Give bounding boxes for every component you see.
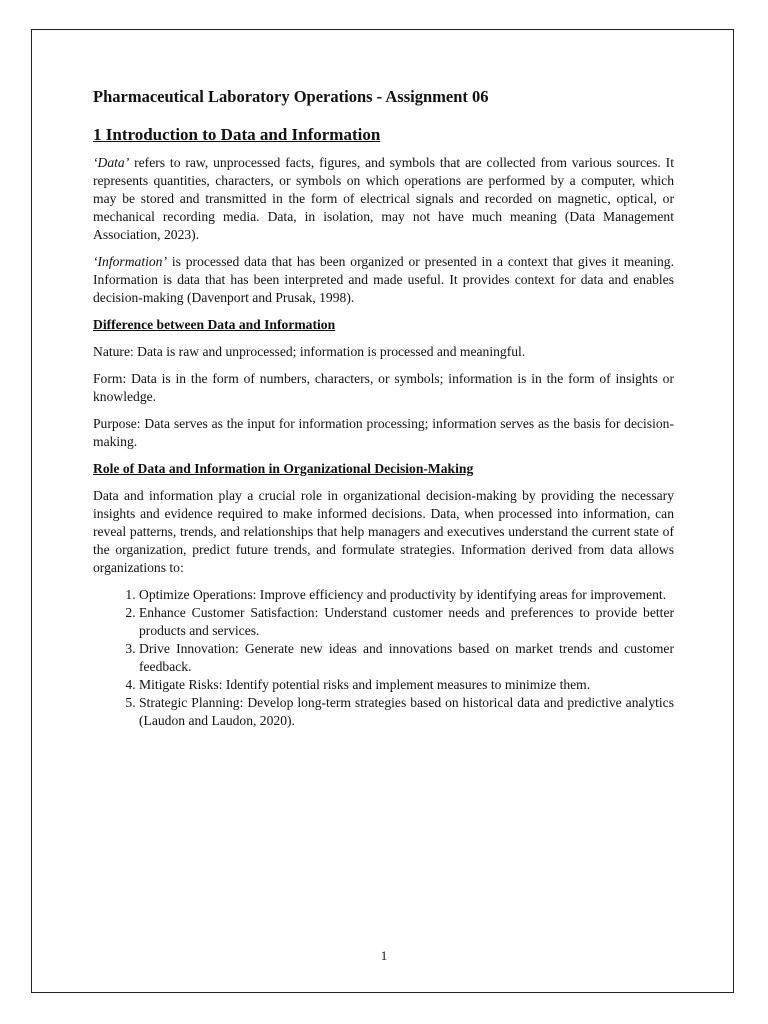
section-heading: 1 Introduction to Data and Information	[93, 125, 381, 144]
difference-form: Form: Data is in the form of numbers, characters, or symbols; information is in the form of insights or knowledge.	[93, 371, 674, 404]
list-item: 5. Strategic Planning: Develop long-term strategies based on historical data and predictive analytics (Laudon and Laudon, 2020).	[139, 694, 674, 730]
role-heading: Role of Data and Information in Organizational Decision-Making	[93, 461, 474, 476]
benefits-list	[93, 586, 674, 730]
data-definition-text: refers to raw, unprocessed facts, figures, and symbols that are collected from various sources. It represents quantities, characters, or symbols on which operations are performed by a computer, which may be stored and transmitted in the form of electrical signals and recorded on magnetic, optical, or mechanical recording media. Data, in isolation, may not have much meaning (Data Management Association, 2023).	[93, 155, 674, 242]
information-definition-text: is processed data that has been organized or presented in a context that gives it meaning. Information is data that has been interpreted and made useful. It provides context for data and enables decision-making (Davenport and Prusak, 1998).	[93, 254, 674, 305]
document-body	[93, 86, 674, 730]
role-paragraph: Data and information play a crucial role in organizational decision-making by providing the necessary insights and evidence required to make informed decisions. Data, when processed into information, can reveal patterns, trends, and relationships that help managers and executives understand the current state of the organization, predict future trends, and formulate strategies. Information derived from data allows organizations to:	[93, 488, 674, 575]
document-title: Pharmaceutical Laboratory Operations - Assignment 06	[93, 87, 489, 106]
page-number: 1	[380, 948, 388, 963]
list-item: 1. Optimize Operations: Improve efficiency and productivity by identifying areas for improvement.	[139, 586, 674, 604]
information-term: ‘Information’	[93, 254, 168, 269]
list-item: 4. Mitigate Risks: Identify potential risks and implement measures to minimize them.	[139, 676, 674, 694]
list-item: 2. Enhance Customer Satisfaction: Understand customer needs and preferences to provide better products and services.	[139, 604, 674, 640]
difference-nature: Nature: Data is raw and unprocessed; information is processed and meaningful.	[93, 344, 526, 359]
data-term: ‘Data’	[93, 155, 130, 170]
list-item: 3. Drive Innovation: Generate new ideas and innovations based on market trends and customer feedback.	[139, 640, 674, 676]
difference-purpose: Purpose: Data serves as the input for information processing; information serves as the basis for decision-making.	[93, 416, 674, 449]
information-definition-paragraph	[93, 253, 674, 307]
difference-heading: Difference between Data and Information	[93, 317, 336, 332]
data-definition-paragraph	[93, 154, 674, 244]
